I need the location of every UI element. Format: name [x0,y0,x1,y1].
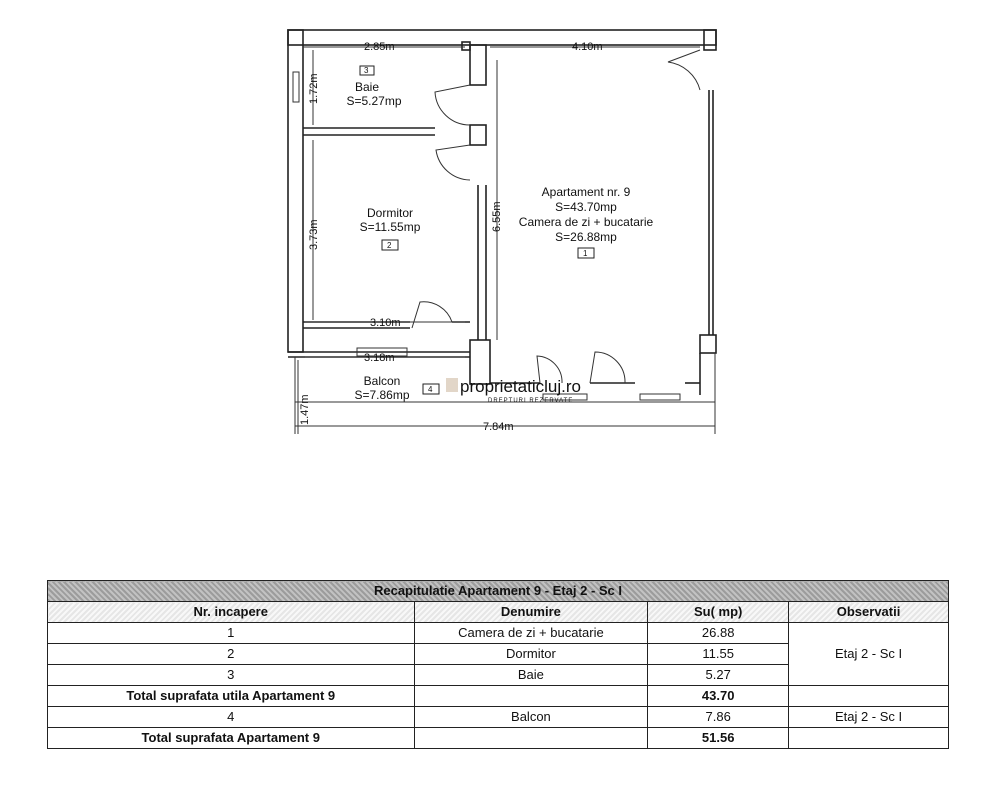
cell-observatii: Etaj 2 - Sc I [789,623,949,686]
cell-empty [414,728,648,749]
dimension-label: 7.84m [483,421,514,433]
table-row [48,623,949,644]
cell-su: 11.55 [648,644,789,665]
dimension-label: 6.55m [491,201,503,232]
table-title: Recapitulatie Apartament 9 - Etaj 2 - Sc I [48,581,949,602]
apartment-title: Apartament nr. 9 [541,185,631,199]
cell-total-label: Total suprafata Apartament 9 [48,728,415,749]
cell-nr: 2 [48,644,415,665]
dimension-label: 3.73m [308,219,320,250]
interior-walls [303,45,486,340]
dimension-label: 1.47m [299,394,311,425]
dimension-label: 4.10m [572,41,603,53]
cell-empty [789,728,949,749]
cell-denumire: Camera de zi + bucatarie [414,623,648,644]
room-area: S=7.86mp [354,388,410,402]
cell-empty [789,686,949,707]
room-name: Baie [354,80,380,94]
column-header-denumire: Denumire [414,602,648,623]
room-balcon [354,374,439,402]
dimension-label: 3.10m [370,317,401,329]
column-header-nr: Nr. incapere [48,602,415,623]
room-number: 2 [387,241,392,250]
summary-table-container [47,580,949,749]
room-dormitor [360,206,421,250]
cell-observatii: Etaj 2 - Sc I [789,707,949,728]
watermark-subtext: DREPTURI REZERVATE [488,398,574,404]
cell-nr: 4 [48,707,415,728]
total-util-row [48,686,949,707]
cell-denumire: Balcon [414,707,648,728]
room-number: 1 [583,249,588,258]
cell-su: 7.86 [648,707,789,728]
cell-nr: 1 [48,623,415,644]
cell-su: 43.70 [648,686,789,707]
cell-denumire: Dormitor [414,644,648,665]
room-name: Camera de zi + bucatarie [518,215,654,229]
room-name: Dormitor [366,206,414,220]
cell-total-label: Total suprafata utila Apartament 9 [48,686,415,707]
room-area: S=26.88mp [555,230,617,244]
watermark-text: proprietaticluj.ro [460,377,581,396]
total-row [48,728,949,749]
cell-su: 51.56 [648,728,789,749]
column-header-observatii: Observatii [789,602,949,623]
column-header-su: Su( mp) [648,602,789,623]
room-area: S=5.27mp [346,94,402,108]
room-number: 4 [428,385,433,394]
cell-nr: 3 [48,665,415,686]
cell-su: 5.27 [648,665,789,686]
room-living [519,185,654,258]
room-baie [346,66,401,108]
dimension-label: 2.85m [364,41,395,53]
cell-su: 26.88 [648,623,789,644]
room-name: Balcon [363,374,401,388]
table-row [48,707,949,728]
summary-table [47,580,949,749]
cell-empty [414,686,648,707]
cell-denumire: Baie [414,665,648,686]
room-area: S=11.55mp [359,220,421,234]
room-number: 3 [364,66,369,75]
watermark-logo [446,377,581,404]
dimension-label: 3.18m [364,352,395,364]
apartment-total-area: S=43.70mp [555,200,617,214]
dimension-label: 1.72m [308,73,320,104]
